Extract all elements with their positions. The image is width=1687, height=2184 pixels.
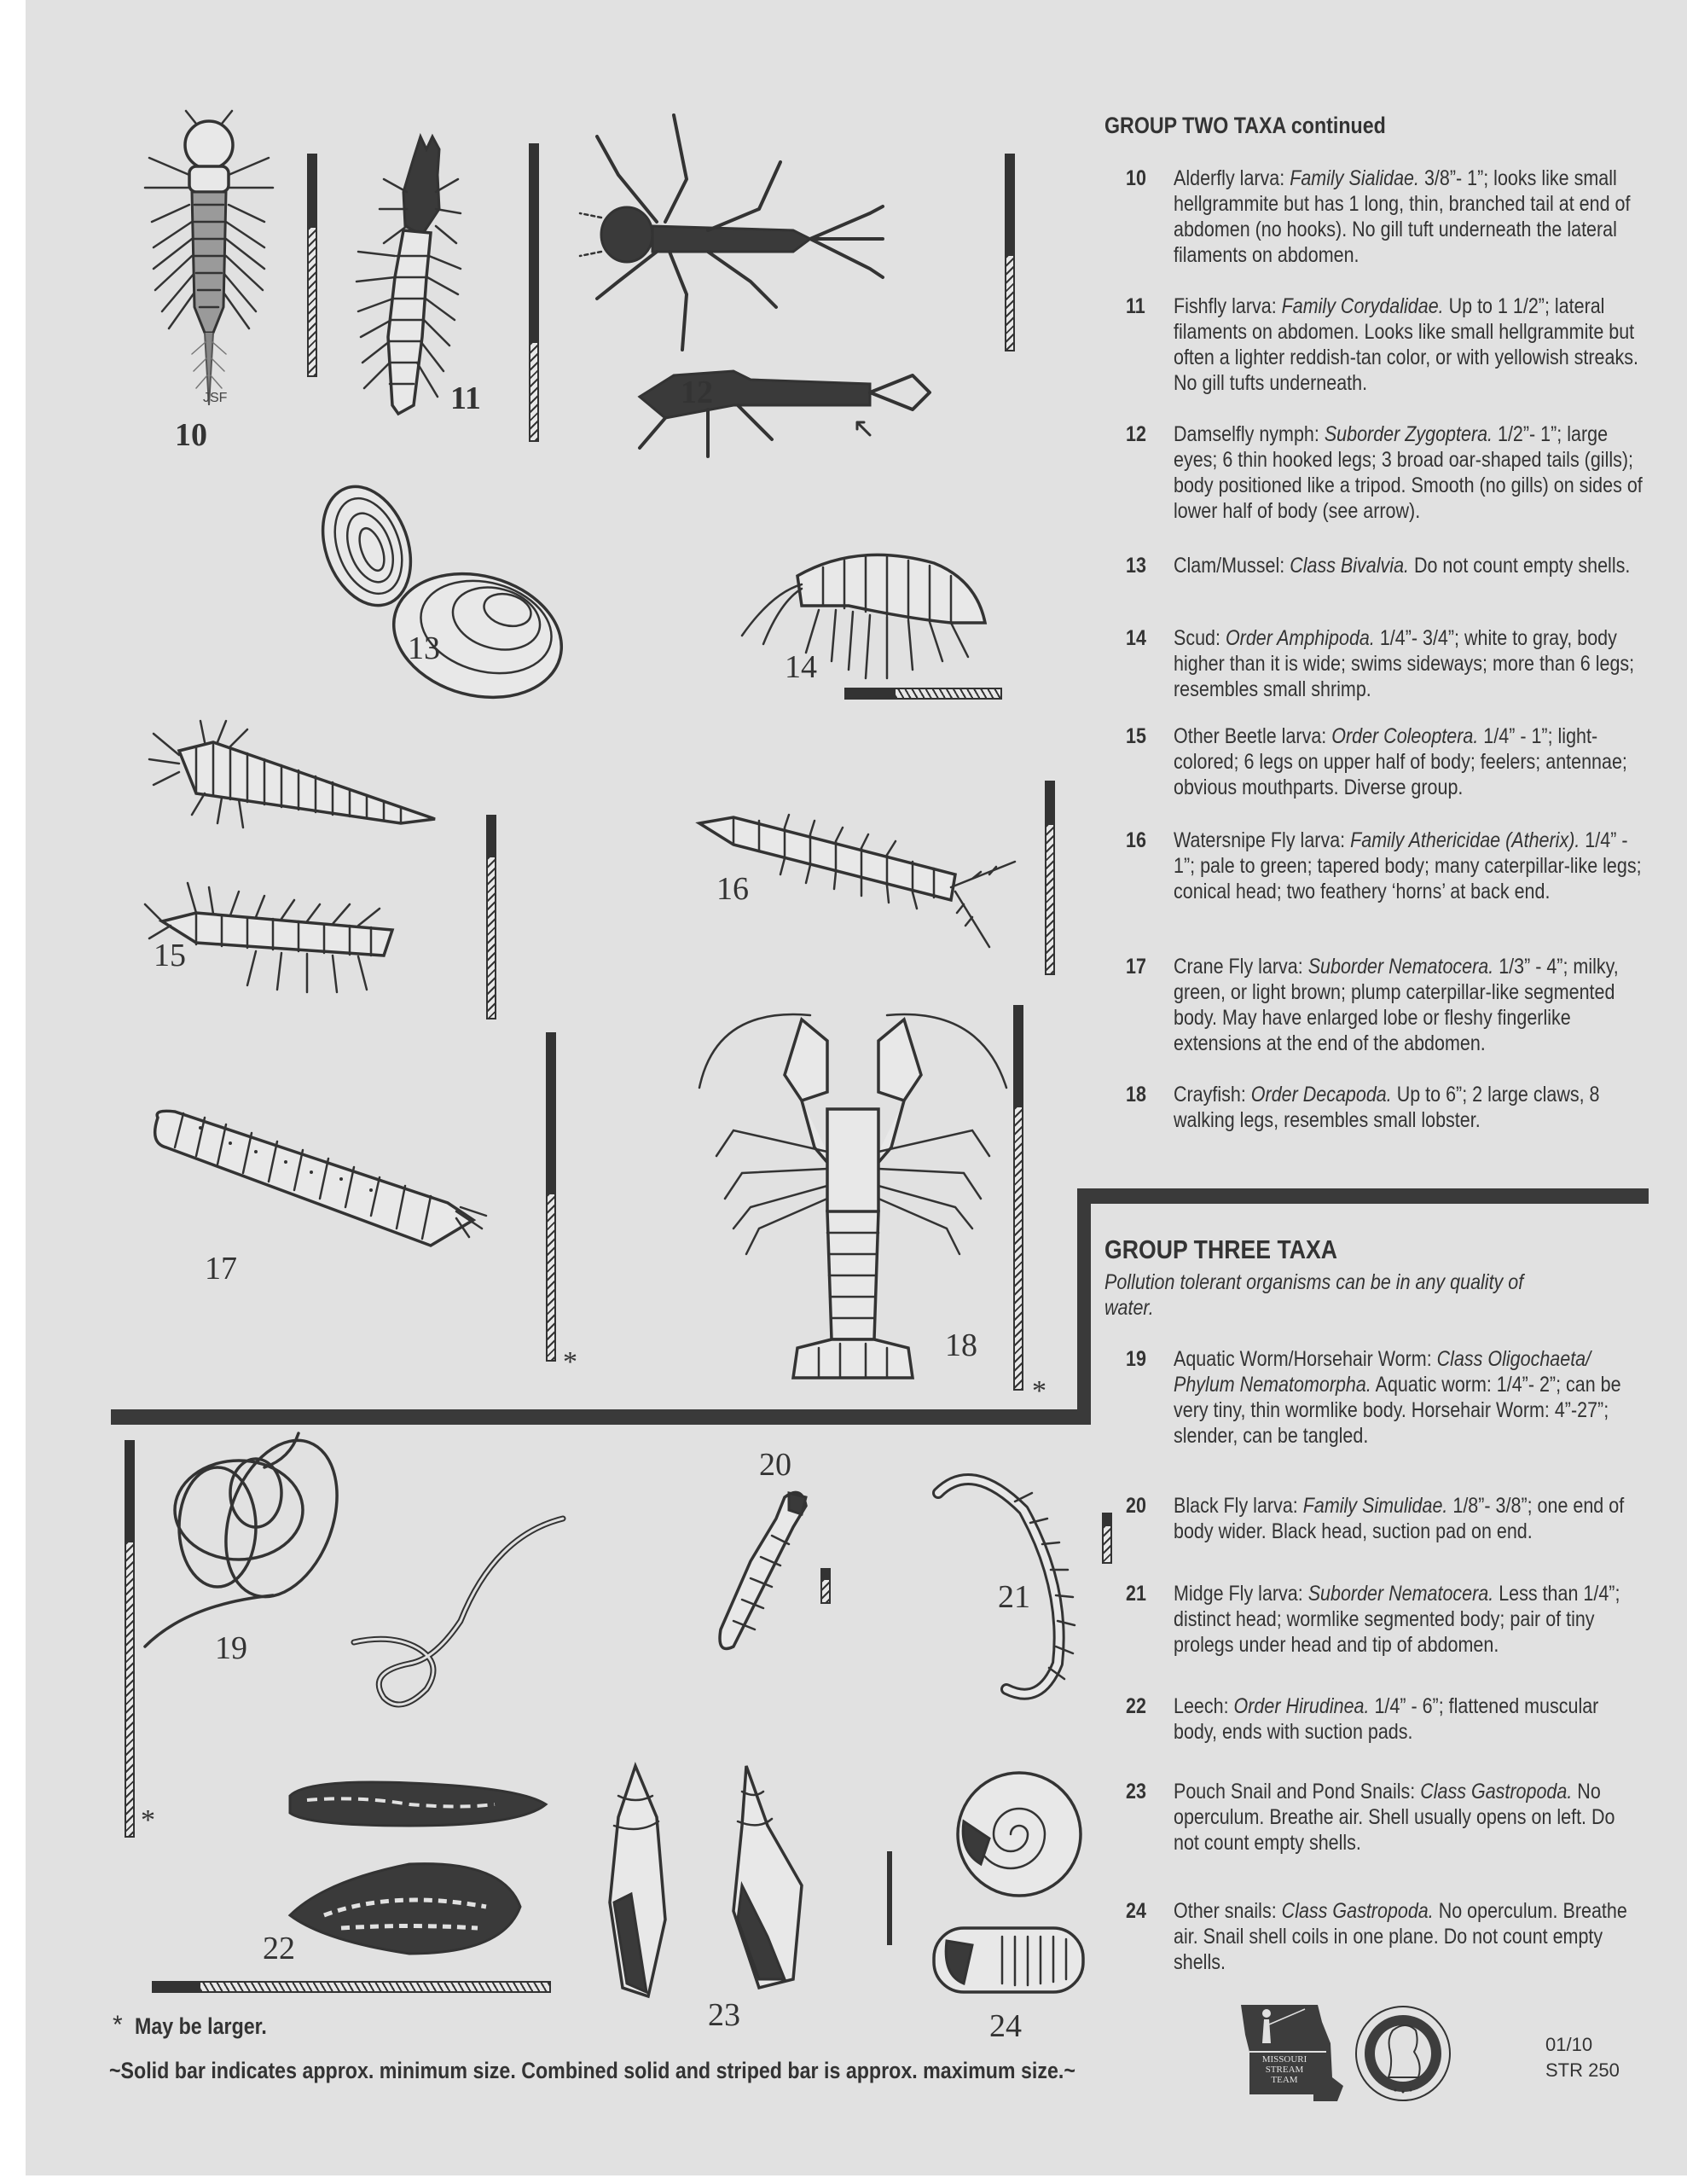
- scientific-name: Suborder Nematocera.: [1307, 1582, 1494, 1606]
- taxon-entry-10: [1126, 166, 1638, 268]
- alderfly-larva-illustration: [145, 111, 273, 418]
- field-guide-page: [26, 0, 1687, 2175]
- common-name: Clam/Mussel:: [1174, 554, 1290, 578]
- entry-number: 23: [1126, 1780, 1146, 1804]
- scientific-name: Suborder Nematocera.: [1307, 955, 1494, 979]
- description: Less than 1/4”; distinct head; wormlike segmented body; pair of tiny prolegs under head and tip of abdomen.: [1174, 1582, 1620, 1657]
- common-name: Watersnipe Fly larva:: [1174, 828, 1351, 852]
- figure-label-14: 14: [785, 649, 817, 685]
- entry-text: [1174, 1898, 1643, 1975]
- entry-number: 21: [1126, 1582, 1146, 1606]
- description: Up to 1 1/2”; lateral filaments on abdomen. Looks like small hellgrammite but often a lighter reddish-tan color, or with yellowish streaks. No gill tufts underneath.: [1174, 294, 1638, 395]
- scientific-name: Family Sialidae.: [1290, 166, 1419, 190]
- scientific-name: Suborder Zygoptera.: [1324, 422, 1493, 446]
- logo-text-line-2: STREAM: [1265, 2065, 1304, 2075]
- description: 1/8”- 3/8”; one end of body wider. Black head, suction pad on end.: [1174, 1494, 1625, 1543]
- scientific-name: Class Gastropoda.: [1281, 1899, 1434, 1923]
- description: 3/8”- 1”; looks like small hellgrammite but has 1 long, thin, branched tail at end of abdomen (no hooks). No gill tuft underneath the lateral filaments on abdomen.: [1174, 166, 1631, 267]
- taxon-entry-24: [1126, 1898, 1638, 1975]
- divider-bottom-left: [111, 1409, 1091, 1425]
- entry-number: 16: [1126, 828, 1146, 852]
- figure-label-20: 20: [759, 1447, 791, 1483]
- artist-signature: JSF: [203, 391, 228, 405]
- figure-label-10: 10: [175, 417, 207, 453]
- common-name: Other Beetle larva:: [1174, 724, 1332, 748]
- scientific-name: Order Hirudinea.: [1233, 1694, 1370, 1718]
- taxon-entry-17: [1126, 954, 1638, 1056]
- entry-text: [1174, 166, 1643, 268]
- size-bar-11: [529, 143, 539, 442]
- scientific-name: Family Simulidae.: [1302, 1494, 1448, 1518]
- figure-label-15: 15: [154, 938, 186, 973]
- may-be-larger-marker-18: *: [1032, 1375, 1046, 1407]
- entry-text: [1174, 1346, 1643, 1449]
- common-name: Black Fly larva:: [1174, 1494, 1303, 1518]
- description: 1/4” - 1”; light-colored; 6 legs on upper half of body; feelers; antennae; obvious mouthparts. Diverse group.: [1174, 724, 1627, 799]
- common-name: Other snails:: [1174, 1899, 1282, 1923]
- common-name: Fishfly larva:: [1174, 294, 1282, 318]
- entry-text: [1174, 723, 1643, 800]
- figure-label-12: 12: [681, 375, 713, 410]
- entry-number: 10: [1126, 166, 1146, 190]
- description: No operculum. Breathe air. Shell usually opens on left. Do not count empty shells.: [1174, 1780, 1615, 1855]
- entry-number: 13: [1126, 554, 1146, 578]
- scientific-name: Class Gastropoda.: [1420, 1780, 1573, 1804]
- entry-text: [1174, 1581, 1643, 1658]
- taxon-entry-14: [1126, 625, 1638, 702]
- entry-text: [1174, 954, 1643, 1056]
- description: Up to 6”; 2 large claws, 8 walking legs, resembles small lobster.: [1174, 1083, 1600, 1132]
- leech-illustration: [290, 1779, 563, 1966]
- scientific-name: Order Coleoptera.: [1331, 724, 1479, 748]
- figure-label-21: 21: [998, 1579, 1030, 1615]
- scientific-name: Class Bivalvia.: [1290, 554, 1410, 578]
- taxon-entry-21: [1126, 1581, 1638, 1658]
- description: 1/4”- 3/4”; white to gray, body higher than it is wide; swims sideways; more than 6 legs; resembles small shrimp.: [1174, 626, 1635, 701]
- entry-text: [1174, 1493, 1643, 1544]
- may-be-larger-note: May be larger.: [135, 2013, 267, 2039]
- size-bar-10: [307, 154, 317, 377]
- may-be-larger-marker-19: *: [141, 1804, 155, 1836]
- figure-label-24: 24: [989, 2008, 1022, 2044]
- entry-number: 24: [1126, 1899, 1146, 1923]
- taxon-entry-12: [1126, 421, 1643, 524]
- figure-label-13: 13: [408, 630, 440, 666]
- taxon-entry-19: [1126, 1346, 1638, 1449]
- taxon-entry-13: [1126, 553, 1638, 578]
- taxon-entry-20: [1126, 1493, 1638, 1544]
- group-three-subtitle: Pollution tolerant organisms can be in any quality of water.: [1104, 1270, 1524, 1320]
- scientific-name: Order Amphipoda.: [1225, 626, 1375, 650]
- scud-illustration: [738, 542, 994, 678]
- black-fly-larva-illustration: [708, 1484, 836, 1664]
- size-bar-18: [1013, 1005, 1023, 1391]
- missouri-stream-team-logo: [1237, 2001, 1343, 2103]
- divider-vertical: [1077, 1188, 1091, 1417]
- scientific-name: Class Oligochaeta/ Phylum Nematomorpha.: [1174, 1347, 1591, 1397]
- common-name: Crayfish:: [1174, 1083, 1251, 1107]
- common-name: Aquatic Worm/Horsehair Worm:: [1174, 1347, 1437, 1371]
- date-code: 01/10: [1545, 2034, 1593, 2055]
- common-name: Alderfly larva:: [1174, 166, 1290, 190]
- entry-text: [1174, 625, 1643, 702]
- entry-number: 19: [1126, 1347, 1146, 1371]
- taxon-entry-22: [1126, 1693, 1638, 1745]
- entry-number: 17: [1126, 955, 1146, 979]
- izaak-walton-league-seal: [1354, 2005, 1452, 2103]
- figure-label-22: 22: [263, 1931, 295, 1966]
- common-name: Pouch Snail and Pond Snails:: [1174, 1780, 1421, 1804]
- description: Aquatic worm: 1/4”- 2”; can be very tiny, thin wormlike body. Horsehair Worm: 4”-27”; slender, can be tangled.: [1174, 1373, 1621, 1448]
- size-bar-14: [844, 688, 1002, 700]
- description: 1/3” - 4”; milky, green, or light brown; plump caterpillar-like segmented body. May have enlarged lobe or fleshy fingerlike extensions at the end of the abdomen.: [1174, 955, 1619, 1055]
- figure-label-19: 19: [215, 1630, 247, 1666]
- entry-number: 14: [1126, 626, 1146, 650]
- entry-number: 22: [1126, 1694, 1146, 1718]
- document-code: STR 250: [1545, 2059, 1620, 2081]
- size-bar-15: [486, 815, 496, 1019]
- taxon-entry-18: [1126, 1082, 1638, 1133]
- pouch-and-pond-snails-illustration: [606, 1766, 896, 2005]
- description: No operculum. Breathe air. Snail shell coils in one plane. Do not count empty shells.: [1174, 1899, 1627, 1974]
- entry-number: 20: [1126, 1494, 1146, 1518]
- group-three-heading: GROUP THREE TAXA: [1104, 1234, 1338, 1264]
- common-name: Leech:: [1174, 1694, 1234, 1718]
- description: Do not count empty shells.: [1409, 554, 1631, 578]
- common-name: Crane Fly larva:: [1174, 955, 1308, 979]
- scientific-name: Family Corydalidae.: [1281, 294, 1444, 318]
- group-two-heading: GROUP TWO TAXA continued: [1104, 113, 1386, 138]
- common-name: Scud:: [1174, 626, 1226, 650]
- entry-text: [1174, 828, 1643, 904]
- figure-label-18: 18: [945, 1327, 977, 1363]
- logo-text-line-1: MISSOURI: [1261, 2054, 1307, 2065]
- entry-number: 11: [1126, 294, 1145, 318]
- entry-text: [1174, 421, 1643, 524]
- figure-label-23: 23: [708, 1997, 740, 2033]
- entry-text: [1174, 1082, 1643, 1133]
- size-bar-20-small: [820, 1568, 831, 1604]
- entry-text: [1174, 1779, 1643, 1856]
- taxon-entry-15: [1126, 723, 1638, 800]
- size-bar-12: [1005, 154, 1015, 351]
- logo-text-line-3: TEAM: [1271, 2075, 1298, 2085]
- common-name: Damselfly nymph:: [1174, 422, 1325, 446]
- entry-number: 18: [1126, 1083, 1146, 1107]
- entry-number: 12: [1126, 422, 1146, 446]
- description: 1/4” - 6”; flattened muscular body, ends with suction pads.: [1174, 1694, 1599, 1744]
- damselfly-nymph-illustration: [588, 111, 938, 461]
- taxon-entry-16: [1126, 828, 1642, 904]
- entry-text: [1174, 553, 1643, 578]
- size-bar-22: [152, 1981, 551, 1993]
- other-snails-illustration: [925, 1770, 1113, 2009]
- description: 1/4” - 1”; pale to green; tapered body; many caterpillar-like legs; conical head; two feathery ‘horns’ at back end.: [1174, 828, 1642, 903]
- size-bar-16: [1045, 781, 1055, 975]
- beetle-larva-illustration: [145, 721, 486, 1002]
- taxon-entry-11: [1126, 293, 1638, 396]
- asterisk-legend-icon: *: [113, 2011, 123, 2039]
- size-bar-19: [125, 1440, 135, 1838]
- scientific-name: Family Athericidae (Atherix).: [1350, 828, 1580, 852]
- size-bar-legend: ~Solid bar indicates approx. minimum size. Combined solid and striped bar is approx. maximum size.~: [109, 2058, 1075, 2083]
- scientific-name: Order Decapoda.: [1250, 1083, 1392, 1107]
- entry-number: 15: [1126, 724, 1146, 748]
- size-bar-17: [546, 1032, 556, 1362]
- entry-text: [1174, 1693, 1643, 1745]
- figure-label-17: 17: [205, 1251, 237, 1287]
- clam-mussel-illustration: [316, 486, 571, 700]
- entry-text: [1174, 293, 1643, 396]
- divider-top-right: [1077, 1188, 1649, 1204]
- description: 1/2”- 1”; large eyes; 6 thin hooked legs; 3 broad oar-shaped tails (gills); body positioned like a tripod. Smooth (no gills) on sides of lower half of body (see arrow).: [1174, 422, 1643, 523]
- figure-label-11: 11: [450, 380, 481, 416]
- common-name: Midge Fly larva:: [1174, 1582, 1308, 1606]
- may-be-larger-marker-17: *: [563, 1346, 577, 1378]
- figure-label-16: 16: [716, 871, 749, 907]
- taxon-entry-23: [1126, 1779, 1638, 1856]
